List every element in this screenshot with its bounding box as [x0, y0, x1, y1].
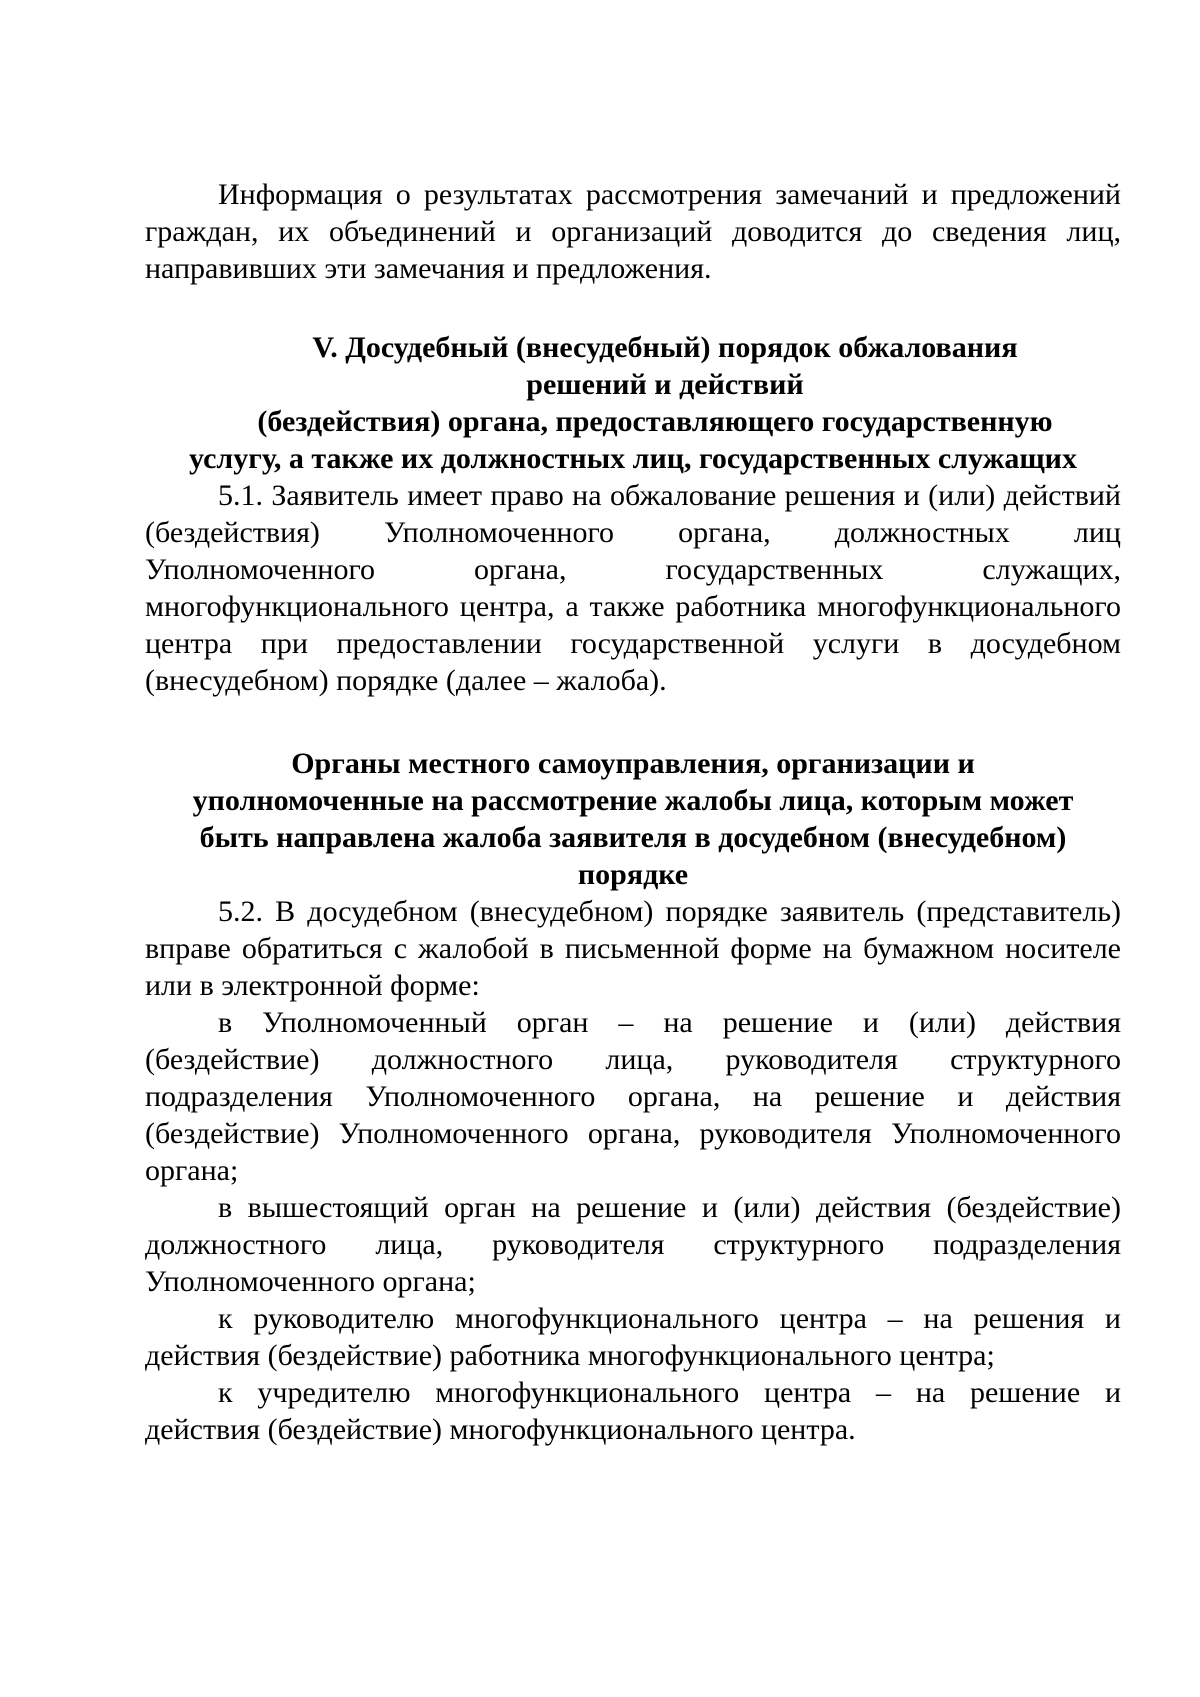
subsection-heading-line-3: быть направлена жалоба заявителя в досудебном (внесудебном)	[199, 821, 1067, 854]
paragraph-5-2: 5.2. В досудебном (внесудебном) порядке заявитель (представитель) вправе обратиться с жалобой в письменной форме на бумажном носителе или в электронной форме:	[145, 895, 1121, 1002]
list-item-mfc-founder: к учредителю многофункционального центра – на решение и действия (бездействие) многофункционального центра.	[145, 1376, 1121, 1446]
intro-paragraph: Информация о результатах рассмотрения замечаний и предложений граждан, их объединений и организаций доводится до сведения лиц, направивших эти замечания и предложения.	[145, 178, 1121, 285]
list-item-mfc-head: к руководителю многофункционального центра – на решения и действия (бездействие) работника многофункционального центра;	[145, 1302, 1121, 1372]
section-v-heading-line-2: решений и действий	[526, 368, 804, 401]
section-v-heading	[145, 329, 1121, 477]
subsection-heading	[145, 745, 1121, 893]
list-item-authorized-body: в Уполномоченный орган – на решение и (или) действия (бездействие) должностного лица, руководителя структурного подразделения Уполномоченного органа, на решение и действия (бездействие) Уполномоченного органа, руководителя Уполномоченного органа;	[145, 1006, 1121, 1187]
section-v-heading-line-4: услугу, а также их должностных лиц, государственных служащих	[189, 442, 1077, 475]
list-item-higher-body: в вышестоящий орган на решение и (или) действия (бездействие) должностного лица, руководителя структурного подразделения Уполномоченного органа;	[145, 1191, 1121, 1298]
subsection-heading-line-1: Органы местного самоуправления, организации и	[291, 747, 975, 780]
section-v-heading-line-1: V. Досудебный (внесудебный) порядок обжалования	[312, 331, 1018, 364]
section-v-heading-line-3: (бездействия) органа, предоставляющего государственную	[257, 405, 1053, 438]
subsection-heading-line-4: порядке	[577, 858, 689, 891]
document-body	[145, 176, 1121, 1448]
subsection-heading-line-2: уполномоченные на рассмотрение жалобы лица, которым может	[192, 784, 1074, 817]
paragraph-5-1: 5.1. Заявитель имеет право на обжалование решения и (или) действий (бездействия) Уполномоченного органа, должностных лиц Уполномоченного органа, государственных служащих, многофункционального центра, а также работника многофункционального центра при предоставлении государственной услуги в досудебном (внесудебном) порядке (далее – жалоба).	[145, 479, 1121, 697]
